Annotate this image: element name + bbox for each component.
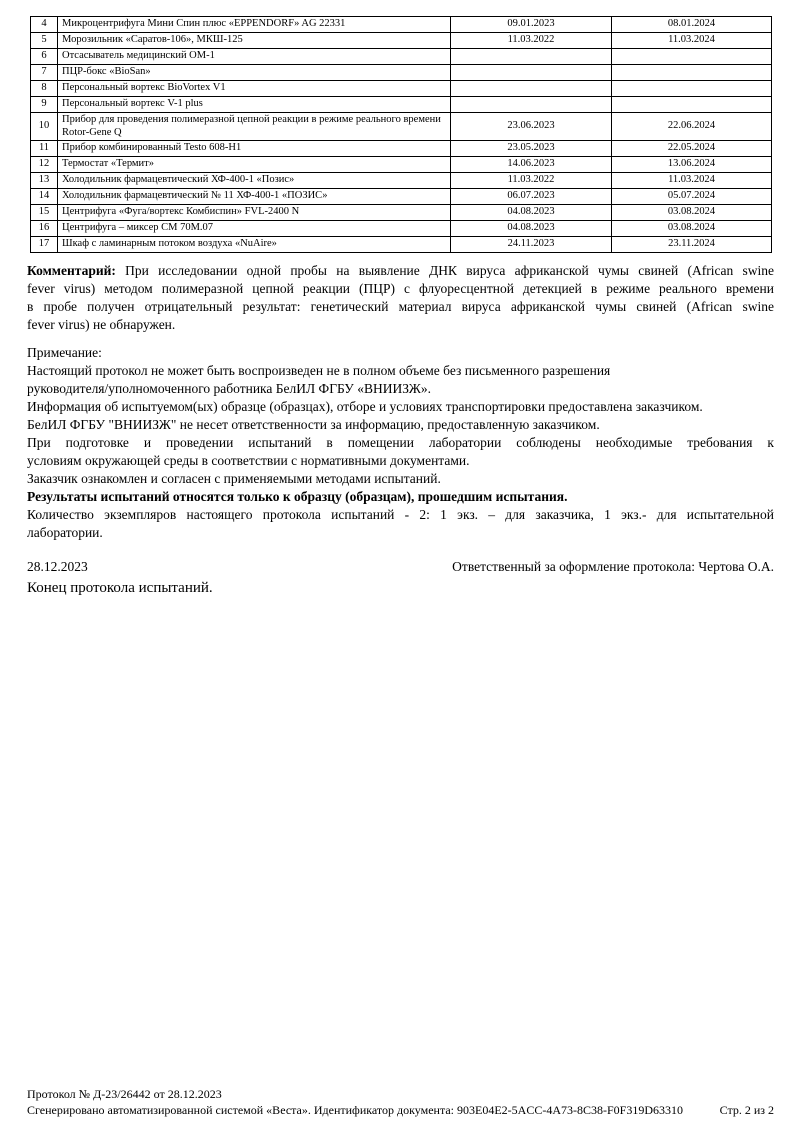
valid-until-date-cell xyxy=(612,49,772,65)
signoff-date: 28.12.2023 xyxy=(27,559,88,574)
notes-section xyxy=(27,344,774,542)
comment-label: Комментарий: xyxy=(27,263,116,278)
table-row xyxy=(31,237,772,253)
note-line: Заказчик ознакомлен и согласен с применяемыми методами испытаний. xyxy=(27,471,441,486)
row-number-cell: 17 xyxy=(31,237,58,253)
row-number-cell: 7 xyxy=(31,65,58,81)
row-number-cell: 12 xyxy=(31,157,58,173)
footer-generated-line: Сгенерировано автоматизированной системой «Веста». Идентификатор документа: 903E04E2-5ACC-4A73-8C38-F0F319D63310 xyxy=(27,1103,683,1117)
notes-heading: Примечание: xyxy=(27,345,102,360)
note-line: Информация об испытуемом(ых) образце (образцах), отборе и условиях транспортировки предоставлена заказчиком. xyxy=(27,399,703,414)
equipment-name-cell: Термостат «Термит» xyxy=(58,157,451,173)
equipment-name-cell: Центрифуга – миксер СМ 70М.07 xyxy=(58,221,451,237)
note-line: Количество экземпляров настоящего протокола испытаний - 2: 1 экз. – для заказчика, 1 экз.- для испытательной xyxy=(27,507,774,522)
row-number-cell: 13 xyxy=(31,173,58,189)
verification-date-cell: 04.08.2023 xyxy=(451,205,612,221)
comment-text: При исследовании одной пробы на выявление ДНК вируса африканской чумы свиней (African swine xyxy=(115,263,774,278)
note-line: условиям окружающей среды в соответствии с нормативными документами. xyxy=(27,453,470,468)
equipment-name-cell: Прибор комбинированный Testo 608-H1 xyxy=(58,141,451,157)
row-number-cell: 8 xyxy=(31,81,58,97)
valid-until-date-cell: 11.03.2024 xyxy=(612,33,772,49)
table-row xyxy=(31,189,772,205)
note-line: БелИЛ ФГБУ "ВНИИЗЖ" не несет ответственности за информацию, предоставленную заказчиком. xyxy=(27,417,600,432)
equipment-name-cell: Центрифуга «Фуга/вортекс Комбиспин» FVL-2400 N xyxy=(58,205,451,221)
verification-date-cell: 04.08.2023 xyxy=(451,221,612,237)
valid-until-date-cell xyxy=(612,97,772,113)
equipment-name-cell: Шкаф с ламинарным потоком воздуха «NuAire» xyxy=(58,237,451,253)
valid-until-date-cell xyxy=(612,81,772,97)
row-number-cell: 14 xyxy=(31,189,58,205)
table-row xyxy=(31,49,772,65)
row-number-cell: 6 xyxy=(31,49,58,65)
row-number-cell: 15 xyxy=(31,205,58,221)
table-row xyxy=(31,65,772,81)
table-row xyxy=(31,205,772,221)
verification-date-cell xyxy=(451,65,612,81)
equipment-name-cell: Холодильник фармацевтический № 11 ХФ-400-1 «ПОЗИС» xyxy=(58,189,451,205)
equipment-table-section xyxy=(30,16,772,253)
table-row xyxy=(31,173,772,189)
row-number-cell: 5 xyxy=(31,33,58,49)
row-number-cell: 10 xyxy=(31,113,58,141)
equipment-name-cell: Отсасыватель медицинский ОМ-1 xyxy=(58,49,451,65)
equipment-name-cell: Прибор для проведения полимеразной цепной реакции в режиме реального времени Rotor-Gene Q xyxy=(58,113,451,141)
verification-date-cell: 06.07.2023 xyxy=(451,189,612,205)
comment-line: fever virus) методом полимеразной цепной реакции (ПЦР) с флуоресцентной детекцией в режиме реального времени xyxy=(27,281,774,296)
note-line: руководителя/уполномоченного работника БелИЛ ФГБУ «ВНИИЗЖ». xyxy=(27,381,432,396)
table-row xyxy=(31,17,772,33)
equipment-name-cell: Персональный вортекс V-1 plus xyxy=(58,97,451,113)
table-row xyxy=(31,113,772,141)
equipment-table xyxy=(30,16,772,253)
equipment-name-cell: Холодильник фармацевтический ХФ-400-1 «Позис» xyxy=(58,173,451,189)
table-row xyxy=(31,141,772,157)
verification-date-cell: 23.05.2023 xyxy=(451,141,612,157)
valid-until-date-cell: 22.06.2024 xyxy=(612,113,772,141)
table-row xyxy=(31,157,772,173)
note-line: При подготовке и проведении испытаний в помещении лаборатории соблюдены необходимые требования к xyxy=(27,435,774,450)
equipment-name-cell: Персональный вортекс BioVortex V1 xyxy=(58,81,451,97)
row-number-cell: 9 xyxy=(31,97,58,113)
valid-until-date-cell: 05.07.2024 xyxy=(612,189,772,205)
valid-until-date-cell: 23.11.2024 xyxy=(612,237,772,253)
valid-until-date-cell: 08.01.2024 xyxy=(612,17,772,33)
table-row xyxy=(31,81,772,97)
row-number-cell: 4 xyxy=(31,17,58,33)
verification-date-cell: 09.01.2023 xyxy=(451,17,612,33)
valid-until-date-cell: 11.03.2024 xyxy=(612,173,772,189)
verification-date-cell: 11.03.2022 xyxy=(451,173,612,189)
verification-date-cell: 24.11.2023 xyxy=(451,237,612,253)
valid-until-date-cell: 03.08.2024 xyxy=(612,221,772,237)
comment-line: в пробе получен отрицательный результат: генетический материал вируса африканской чумы свиней (African swine xyxy=(27,299,774,314)
equipment-name-cell: ПЦР-бокс «BioSan» xyxy=(58,65,451,81)
valid-until-date-cell: 03.08.2024 xyxy=(612,205,772,221)
row-number-cell: 16 xyxy=(31,221,58,237)
equipment-name-cell: Морозильник «Саратов-106», МКШ-125 xyxy=(58,33,451,49)
table-row xyxy=(31,221,772,237)
table-row xyxy=(31,33,772,49)
end-of-protocol: Конец протокола испытаний. xyxy=(27,580,213,596)
note-line: Настоящий протокол не может быть воспроизведен не в полном объеме без письменного разрешения xyxy=(27,363,611,378)
valid-until-date-cell: 13.06.2024 xyxy=(612,157,772,173)
comment-paragraph xyxy=(27,262,774,334)
responsible-line: Ответственный за оформление протокола: Чертова О.А. xyxy=(452,559,774,574)
verification-date-cell xyxy=(451,97,612,113)
table-row xyxy=(31,97,772,113)
valid-until-date-cell: 22.05.2024 xyxy=(612,141,772,157)
footer-bottom-row xyxy=(27,1102,774,1118)
comment-line xyxy=(27,262,774,280)
equipment-name-cell: Микроцентрифуга Мини Спин плюс «EPPENDORF» AG 22331 xyxy=(58,17,451,33)
note-line: лаборатории. xyxy=(27,525,103,540)
results-statement: Результаты испытаний относятся только к образцу (образцам), прошедшим испытания. xyxy=(27,489,568,504)
footer-page-number: Стр. 2 из 2 xyxy=(719,1103,774,1117)
verification-date-cell: 23.06.2023 xyxy=(451,113,612,141)
verification-date-cell xyxy=(451,81,612,97)
valid-until-date-cell xyxy=(612,65,772,81)
comment-line: fever virus) не обнаружен. xyxy=(27,317,176,332)
signoff-row xyxy=(27,558,774,576)
row-number-cell: 11 xyxy=(31,141,58,157)
verification-date-cell: 14.06.2023 xyxy=(451,157,612,173)
footer-protocol-number: Протокол № Д-23/26442 от 28.12.2023 xyxy=(27,1087,222,1101)
verification-date-cell: 11.03.2022 xyxy=(451,33,612,49)
verification-date-cell xyxy=(451,49,612,65)
